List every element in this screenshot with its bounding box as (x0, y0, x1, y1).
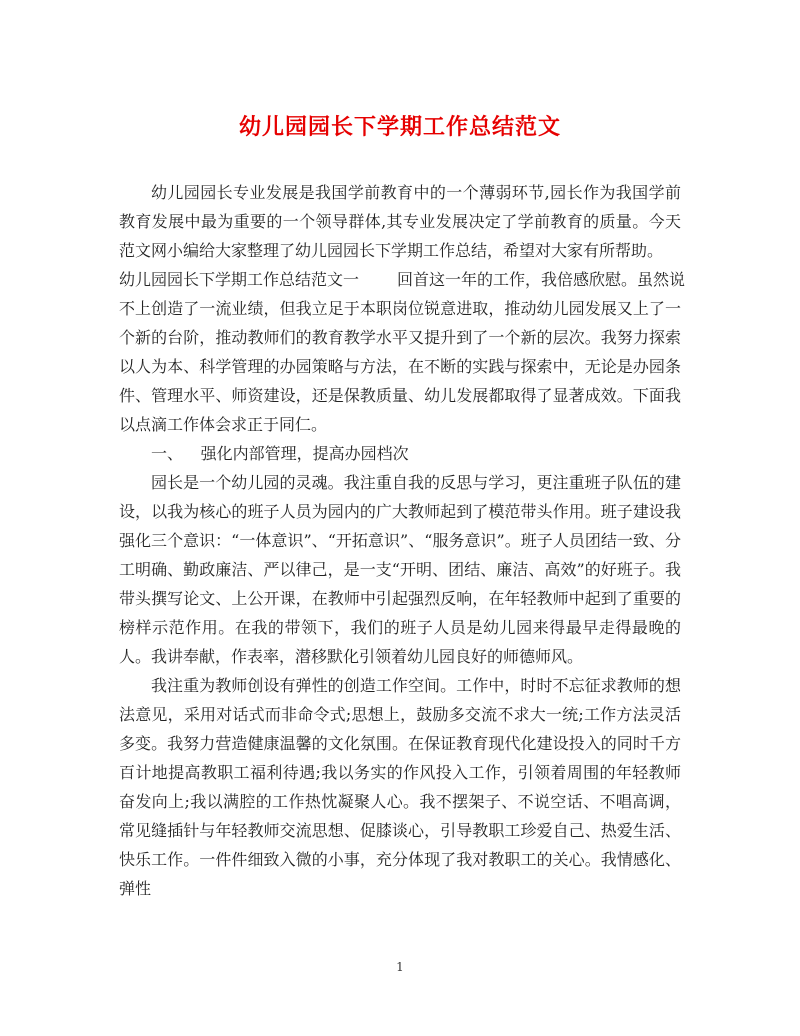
document-title: 幼儿园园长下学期工作总结范文 (238, 114, 561, 140)
page-number: 1 (396, 960, 404, 974)
intro-paragraph: 幼儿园园长专业发展是我国学前教育中的一个薄弱环节,园长作为我国学前教育发展中最为重要的一个领导群体,其专业发展决定了学前教育的质量。今天范文网小编给大家整理了幼儿园园长下学期工作总结，希望对大家有所帮助。 (119, 183, 681, 260)
section1-paragraph (119, 265, 686, 439)
paragraph-workspace: 我注重为教师创设有弹性的创造工作空间。工作中，时时不忘征求教师的想法意见，采用对话式而非命令式;思想上，鼓励多交流不求大一统;工作方法灵活多变。我努力营造健康温馨的文化氛围。在保证教育现代化建设投入的同时千方百计地提高教职工福利待遇;我以务实的作风投入工作，引领着周围的年轻教师奋发向上;我以满腔的工作热忱凝聚人心。我不摆架子、不说空话、不唱高调，常见缝插针与年轻教师交流思想、促膝谈心，引导教职工珍爱自己、热爱生活、快乐工作。一件件细致入微的小事，充分体现了我对教职工的关心。我情感化、弹性 (119, 676, 681, 898)
section1-first-line (119, 270, 685, 289)
section1-lead: 回首这一年的工作，我倍感欣慰。虽然说 (397, 270, 686, 289)
heading-number: 一、 (151, 444, 184, 463)
heading-text: 强化内部管理，提高办园档次 (200, 444, 409, 463)
section-heading-1 (119, 439, 681, 468)
document-body (119, 178, 686, 903)
section1-rest: 不上创造了一流业绩，但我立足于本职岗位锐意进取，推动幼儿园发展又上了一个新的台阶，推动教师们的教育教学水平又提升到了一个新的层次。我努力探索以人为本、科学管理的办园策略与方法，在不断的实践与探索中，无论是办园条件、管理水平、师资建设，还是保教质量、幼儿发展都取得了显著成效。下面我以点滴工作体会求正于同仁。 (119, 299, 681, 434)
section1-label: 幼儿园园长下学期工作总结范文一 (119, 270, 360, 289)
paragraph-leadership: 园长是一个幼儿园的灵魂。我注重自我的反思与学习，更注重班子队伍的建设，以我为核心的班子人员为园内的广大教师起到了模范带头作用。班子建设我强化三个意识：“一体意识”、“开拓意识”、“服务意识”。班子人员团结一致、分工明确、勤政廉洁、严以律己，是一支“开明、团结、廉洁、高效”的好班子。我带头撰写论文、上公开课，在教师中引起强烈反响，在年轻教师中起到了重要的榜样示范作用。在我的带领下，我们的班子人员是幼儿园来得最早走得最晚的人。我讲奉献，作表率，潜移默化引领着幼儿园良好的师德师风。 (119, 473, 681, 666)
